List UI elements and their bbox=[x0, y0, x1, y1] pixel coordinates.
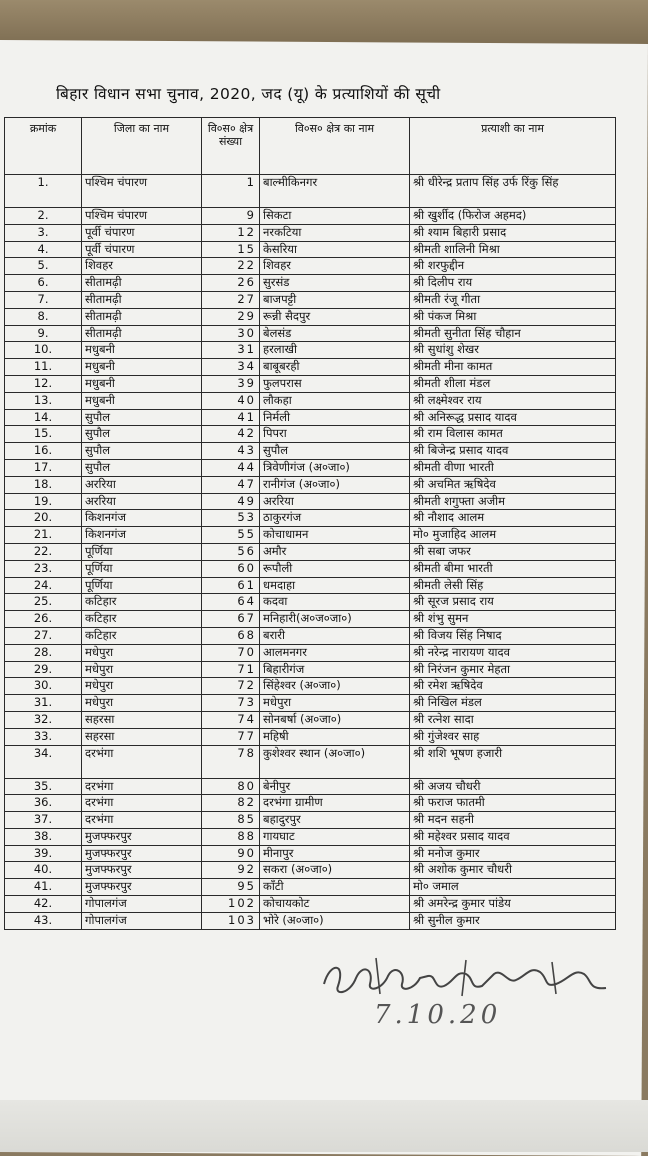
district-cell: गोपालगंज bbox=[82, 896, 202, 913]
table-row bbox=[5, 795, 616, 812]
table-row bbox=[5, 695, 616, 712]
district-cell: पूर्णिया bbox=[82, 577, 202, 594]
constituency-no-cell: 26 bbox=[202, 275, 260, 292]
constituency-cell: रानीगंज (अ०जा०) bbox=[260, 476, 410, 493]
serial-cell: 24. bbox=[5, 577, 82, 594]
table-row bbox=[5, 224, 616, 241]
constituency-no-cell: 80 bbox=[202, 778, 260, 795]
constituency-cell: काँटी bbox=[260, 879, 410, 896]
constituency-cell: लौकहा bbox=[260, 392, 410, 409]
table-row bbox=[5, 711, 616, 728]
constituency-cell: महिषी bbox=[260, 728, 410, 745]
candidate-cell: श्री सबा जफर bbox=[410, 543, 616, 560]
table-row bbox=[5, 879, 616, 896]
constituency-no-cell: 1 bbox=[202, 175, 260, 208]
serial-cell: 6. bbox=[5, 275, 82, 292]
candidate-cell: श्री निखिल मंडल bbox=[410, 695, 616, 712]
serial-cell: 42. bbox=[5, 896, 82, 913]
constituency-no-cell: 68 bbox=[202, 627, 260, 644]
constituency-cell: मधेपुरा bbox=[260, 695, 410, 712]
table-row bbox=[5, 912, 616, 929]
candidate-cell: श्री विजय सिंह निषाद bbox=[410, 627, 616, 644]
constituency-no-cell: 64 bbox=[202, 594, 260, 611]
constituency-no-cell: 53 bbox=[202, 510, 260, 527]
candidate-cell: मो० मुजाहिद आलम bbox=[410, 527, 616, 544]
serial-cell: 20. bbox=[5, 510, 82, 527]
constituency-no-cell: 72 bbox=[202, 678, 260, 695]
serial-cell: 9. bbox=[5, 325, 82, 342]
constituency-cell: दरभंगा ग्रामीण bbox=[260, 795, 410, 812]
table-row bbox=[5, 611, 616, 628]
candidate-cell: श्रीमती वीणा भारती bbox=[410, 459, 616, 476]
header-constituency: वि०स० क्षेत्र का नाम bbox=[260, 118, 410, 175]
table-row bbox=[5, 342, 616, 359]
constituency-no-cell: 95 bbox=[202, 879, 260, 896]
constituency-no-cell: 41 bbox=[202, 409, 260, 426]
table-row bbox=[5, 560, 616, 577]
constituency-cell: मनिहारी(अ०ज०जा०) bbox=[260, 611, 410, 628]
table-row bbox=[5, 459, 616, 476]
constituency-cell: सुपौल bbox=[260, 443, 410, 460]
constituency-cell: सुरसंड bbox=[260, 275, 410, 292]
district-cell: मुजफ्फरपुर bbox=[82, 862, 202, 879]
serial-cell: 19. bbox=[5, 493, 82, 510]
constituency-no-cell: 43 bbox=[202, 443, 260, 460]
candidate-cell: श्रीमती सुनीता सिंह चौहान bbox=[410, 325, 616, 342]
district-cell: मधेपुरा bbox=[82, 695, 202, 712]
serial-cell: 38. bbox=[5, 828, 82, 845]
serial-cell: 12. bbox=[5, 375, 82, 392]
district-cell: मधुबनी bbox=[82, 342, 202, 359]
candidate-cell: श्री बिजेन्द्र प्रसाद यादव bbox=[410, 443, 616, 460]
table-row bbox=[5, 778, 616, 795]
table-row bbox=[5, 845, 616, 862]
constituency-no-cell: 15 bbox=[202, 241, 260, 258]
candidate-cell: श्री अमरेन्द्र कुमार पांडेय bbox=[410, 896, 616, 913]
table-row bbox=[5, 493, 616, 510]
serial-cell: 1. bbox=[5, 175, 82, 208]
constituency-no-cell: 60 bbox=[202, 560, 260, 577]
constituency-no-cell: 103 bbox=[202, 912, 260, 929]
table-row bbox=[5, 661, 616, 678]
district-cell: मुजफ्फरपुर bbox=[82, 879, 202, 896]
signature-date: 7.10.20 bbox=[374, 1000, 502, 1030]
constituency-cell: बेनीपुर bbox=[260, 778, 410, 795]
constituency-cell: कुशेश्वर स्थान (अ०जा०) bbox=[260, 745, 410, 778]
candidate-cell: श्री सूरज प्रसाद राय bbox=[410, 594, 616, 611]
serial-cell: 16. bbox=[5, 443, 82, 460]
candidate-cell: श्री निरंजन कुमार मेहता bbox=[410, 661, 616, 678]
district-cell: सीतामढ़ी bbox=[82, 291, 202, 308]
district-cell: सीतामढ़ी bbox=[82, 308, 202, 325]
candidate-cell: मो० जमाल bbox=[410, 879, 616, 896]
table-row bbox=[5, 812, 616, 829]
district-cell: मधुबनी bbox=[82, 359, 202, 376]
serial-cell: 21. bbox=[5, 527, 82, 544]
constituency-no-cell: 56 bbox=[202, 543, 260, 560]
candidate-cell: श्री श्याम बिहारी प्रसाद bbox=[410, 224, 616, 241]
candidate-cell: श्रीमती शगुफ्ता अजीम bbox=[410, 493, 616, 510]
district-cell: मधेपुरा bbox=[82, 644, 202, 661]
table-row bbox=[5, 426, 616, 443]
constituency-no-cell: 73 bbox=[202, 695, 260, 712]
constituency-cell: बरारी bbox=[260, 627, 410, 644]
serial-cell: 26. bbox=[5, 611, 82, 628]
table-row bbox=[5, 443, 616, 460]
table-row bbox=[5, 577, 616, 594]
serial-cell: 14. bbox=[5, 409, 82, 426]
constituency-cell: सिंहेश्वर (अ०जा०) bbox=[260, 678, 410, 695]
serial-cell: 31. bbox=[5, 695, 82, 712]
district-cell: दरभंगा bbox=[82, 795, 202, 812]
district-cell: मधेपुरा bbox=[82, 678, 202, 695]
table-row bbox=[5, 862, 616, 879]
constituency-cell: बिहारीगंज bbox=[260, 661, 410, 678]
table-row bbox=[5, 476, 616, 493]
table-row bbox=[5, 678, 616, 695]
constituency-cell: निर्मली bbox=[260, 409, 410, 426]
candidate-cell: श्रीमती लेसी सिंह bbox=[410, 577, 616, 594]
background-surface bbox=[0, 0, 648, 46]
constituency-cell: बाजपट्टी bbox=[260, 291, 410, 308]
serial-cell: 3. bbox=[5, 224, 82, 241]
serial-cell: 29. bbox=[5, 661, 82, 678]
constituency-no-cell: 55 bbox=[202, 527, 260, 544]
district-cell: सहरसा bbox=[82, 728, 202, 745]
candidate-cell: श्री सुधांशु शेखर bbox=[410, 342, 616, 359]
candidate-cell: श्रीमती शालिनी मिश्रा bbox=[410, 241, 616, 258]
table-row bbox=[5, 409, 616, 426]
constituency-no-cell: 39 bbox=[202, 375, 260, 392]
constituency-cell: फुलपरास bbox=[260, 375, 410, 392]
constituency-no-cell: 44 bbox=[202, 459, 260, 476]
constituency-cell: मीनापुर bbox=[260, 845, 410, 862]
serial-cell: 4. bbox=[5, 241, 82, 258]
district-cell: पूर्णिया bbox=[82, 560, 202, 577]
serial-cell: 13. bbox=[5, 392, 82, 409]
district-cell: मुजफ्फरपुर bbox=[82, 845, 202, 862]
district-cell: सुपौल bbox=[82, 443, 202, 460]
constituency-cell: भोरे (अ०जा०) bbox=[260, 912, 410, 929]
constituency-cell: रूपौली bbox=[260, 560, 410, 577]
district-cell: पश्चिम चंपारण bbox=[82, 175, 202, 208]
constituency-no-cell: 90 bbox=[202, 845, 260, 862]
candidate-cell: श्री शशि भूषण हजारी bbox=[410, 745, 616, 778]
constituency-cell: आलमनगर bbox=[260, 644, 410, 661]
candidate-cell: श्री नौशाद आलम bbox=[410, 510, 616, 527]
constituency-no-cell: 27 bbox=[202, 291, 260, 308]
district-cell: सुपौल bbox=[82, 459, 202, 476]
constituency-no-cell: 49 bbox=[202, 493, 260, 510]
header-district: जिला का नाम bbox=[82, 118, 202, 175]
district-cell: दरभंगा bbox=[82, 745, 202, 778]
constituency-cell: कोचाधामन bbox=[260, 527, 410, 544]
table-row bbox=[5, 375, 616, 392]
serial-cell: 34. bbox=[5, 745, 82, 778]
candidate-cell: श्री पंकज मिश्रा bbox=[410, 308, 616, 325]
table-row bbox=[5, 896, 616, 913]
serial-cell: 40. bbox=[5, 862, 82, 879]
constituency-no-cell: 42 bbox=[202, 426, 260, 443]
constituency-cell: हरलाखी bbox=[260, 342, 410, 359]
table-row bbox=[5, 594, 616, 611]
serial-cell: 17. bbox=[5, 459, 82, 476]
serial-cell: 7. bbox=[5, 291, 82, 308]
serial-cell: 8. bbox=[5, 308, 82, 325]
table-row bbox=[5, 627, 616, 644]
table-row bbox=[5, 275, 616, 292]
constituency-no-cell: 102 bbox=[202, 896, 260, 913]
constituency-no-cell: 70 bbox=[202, 644, 260, 661]
district-cell: पश्चिम चंपारण bbox=[82, 208, 202, 225]
constituency-no-cell: 30 bbox=[202, 325, 260, 342]
candidate-cell: श्री रमेश ऋषिदेव bbox=[410, 678, 616, 695]
candidate-cell: श्री अचमित ऋषिदेव bbox=[410, 476, 616, 493]
constituency-no-cell: 29 bbox=[202, 308, 260, 325]
constituency-no-cell: 9 bbox=[202, 208, 260, 225]
table-row bbox=[5, 644, 616, 661]
candidate-cell: श्री फराज फातमी bbox=[410, 795, 616, 812]
candidate-cell: श्रीमती मीना कामत bbox=[410, 359, 616, 376]
table-row bbox=[5, 325, 616, 342]
constituency-no-cell: 34 bbox=[202, 359, 260, 376]
constituency-cell: रून्नी सैदपुर bbox=[260, 308, 410, 325]
candidate-cell: श्री अनिरूद्ध प्रसाद यादव bbox=[410, 409, 616, 426]
constituency-no-cell: 85 bbox=[202, 812, 260, 829]
candidate-cell: श्री गुंजेश्वर साह bbox=[410, 728, 616, 745]
constituency-cell: बाल्मीकिनगर bbox=[260, 175, 410, 208]
candidate-cell: श्री सुनील कुमार bbox=[410, 912, 616, 929]
district-cell: सुपौल bbox=[82, 426, 202, 443]
district-cell: शिवहर bbox=[82, 258, 202, 275]
constituency-cell: अमौर bbox=[260, 543, 410, 560]
district-cell: कटिहार bbox=[82, 611, 202, 628]
district-cell: दरभंगा bbox=[82, 778, 202, 795]
serial-cell: 27. bbox=[5, 627, 82, 644]
constituency-cell: कदवा bbox=[260, 594, 410, 611]
serial-cell: 32. bbox=[5, 711, 82, 728]
district-cell: किशनगंज bbox=[82, 527, 202, 544]
constituency-cell: नरकटिया bbox=[260, 224, 410, 241]
serial-cell: 22. bbox=[5, 543, 82, 560]
constituency-cell: अररिया bbox=[260, 493, 410, 510]
candidate-cell: श्री अजय चौधरी bbox=[410, 778, 616, 795]
serial-cell: 36. bbox=[5, 795, 82, 812]
serial-cell: 39. bbox=[5, 845, 82, 862]
serial-cell: 30. bbox=[5, 678, 82, 695]
candidate-cell: श्री खुर्शीद (फिरोज अहमद) bbox=[410, 208, 616, 225]
constituency-cell: त्रिवेणीगंज (अ०जा०) bbox=[260, 459, 410, 476]
constituency-cell: गायघाट bbox=[260, 828, 410, 845]
candidate-cell: श्री अशोक कुमार चौधरी bbox=[410, 862, 616, 879]
district-cell: अररिया bbox=[82, 476, 202, 493]
candidate-cell: श्री दिलीप राय bbox=[410, 275, 616, 292]
candidate-cell: श्री महेश्वर प्रसाद यादव bbox=[410, 828, 616, 845]
table-row bbox=[5, 359, 616, 376]
constituency-cell: शिवहर bbox=[260, 258, 410, 275]
serial-cell: 28. bbox=[5, 644, 82, 661]
constituency-no-cell: 78 bbox=[202, 745, 260, 778]
constituency-cell: ठाकुरगंज bbox=[260, 510, 410, 527]
district-cell: सीतामढ़ी bbox=[82, 275, 202, 292]
table-header-row bbox=[5, 118, 616, 175]
serial-cell: 23. bbox=[5, 560, 82, 577]
constituency-cell: सकरा (अ०जा०) bbox=[260, 862, 410, 879]
serial-cell: 5. bbox=[5, 258, 82, 275]
candidate-cell: श्री धीरेन्द्र प्रताप सिंह उर्फ रिंकु सिंह bbox=[410, 175, 616, 208]
header-serial: क्रमांक bbox=[5, 118, 82, 175]
table-row bbox=[5, 175, 616, 208]
constituency-no-cell: 71 bbox=[202, 661, 260, 678]
candidate-cell: श्रीमती बीमा भारती bbox=[410, 560, 616, 577]
table-row bbox=[5, 527, 616, 544]
table-row bbox=[5, 258, 616, 275]
constituency-cell: बेलसंड bbox=[260, 325, 410, 342]
district-cell: पूर्वी चंपारण bbox=[82, 224, 202, 241]
serial-cell: 35. bbox=[5, 778, 82, 795]
constituency-no-cell: 61 bbox=[202, 577, 260, 594]
candidate-cell: श्री रत्नेश सादा bbox=[410, 711, 616, 728]
candidate-cell: श्री मदन सहनी bbox=[410, 812, 616, 829]
district-cell: मधेपुरा bbox=[82, 661, 202, 678]
district-cell: किशनगंज bbox=[82, 510, 202, 527]
district-cell: दरभंगा bbox=[82, 812, 202, 829]
constituency-cell: सोनबर्षा (अ०जा०) bbox=[260, 711, 410, 728]
constituency-cell: कोचायकोट bbox=[260, 896, 410, 913]
serial-cell: 43. bbox=[5, 912, 82, 929]
district-cell: सुपौल bbox=[82, 409, 202, 426]
candidate-cell: श्रीमती शीला मंडल bbox=[410, 375, 616, 392]
constituency-cell: सिकटा bbox=[260, 208, 410, 225]
table-row bbox=[5, 392, 616, 409]
district-cell: पूर्वी चंपारण bbox=[82, 241, 202, 258]
table-row bbox=[5, 510, 616, 527]
serial-cell: 33. bbox=[5, 728, 82, 745]
document-title: बिहार विधान सभा चुनाव, 2020, जद (यू) के प्रत्याशियों की सूची bbox=[56, 85, 441, 103]
constituency-cell: पिपरा bbox=[260, 426, 410, 443]
table-row bbox=[5, 828, 616, 845]
serial-cell: 25. bbox=[5, 594, 82, 611]
candidate-cell: श्री लक्ष्मेश्वर राय bbox=[410, 392, 616, 409]
table-row bbox=[5, 728, 616, 745]
table-row bbox=[5, 745, 616, 778]
candidate-cell: श्री राम विलास कामत bbox=[410, 426, 616, 443]
constituency-no-cell: 74 bbox=[202, 711, 260, 728]
district-cell: अररिया bbox=[82, 493, 202, 510]
serial-cell: 18. bbox=[5, 476, 82, 493]
district-cell: गोपालगंज bbox=[82, 912, 202, 929]
candidate-cell: श्रीमती रंजू गीता bbox=[410, 291, 616, 308]
district-cell: सहरसा bbox=[82, 711, 202, 728]
table-row bbox=[5, 208, 616, 225]
table-row bbox=[5, 543, 616, 560]
candidate-cell: श्री मनोज कुमार bbox=[410, 845, 616, 862]
candidate-cell: श्री शरफुद्दीन bbox=[410, 258, 616, 275]
constituency-no-cell: 31 bbox=[202, 342, 260, 359]
constituency-no-cell: 67 bbox=[202, 611, 260, 628]
candidate-table bbox=[4, 117, 616, 930]
constituency-no-cell: 22 bbox=[202, 258, 260, 275]
district-cell: मधुबनी bbox=[82, 392, 202, 409]
table-row bbox=[5, 291, 616, 308]
constituency-no-cell: 82 bbox=[202, 795, 260, 812]
district-cell: सीतामढ़ी bbox=[82, 325, 202, 342]
constituency-cell: धमदाहा bbox=[260, 577, 410, 594]
header-candidate: प्रत्याशी का नाम bbox=[410, 118, 616, 175]
district-cell: मुजफ्फरपुर bbox=[82, 828, 202, 845]
district-cell: पूर्णिया bbox=[82, 543, 202, 560]
serial-cell: 15. bbox=[5, 426, 82, 443]
constituency-no-cell: 40 bbox=[202, 392, 260, 409]
header-constituency-no: वि०स० क्षेत्र संख्या bbox=[202, 118, 260, 175]
constituency-no-cell: 47 bbox=[202, 476, 260, 493]
table-row bbox=[5, 241, 616, 258]
serial-cell: 41. bbox=[5, 879, 82, 896]
constituency-cell: बहादुरपुर bbox=[260, 812, 410, 829]
constituency-no-cell: 12 bbox=[202, 224, 260, 241]
table-row bbox=[5, 308, 616, 325]
candidate-cell: श्री शंभु सुमन bbox=[410, 611, 616, 628]
constituency-no-cell: 92 bbox=[202, 862, 260, 879]
serial-cell: 37. bbox=[5, 812, 82, 829]
serial-cell: 10. bbox=[5, 342, 82, 359]
district-cell: कटिहार bbox=[82, 594, 202, 611]
candidate-cell: श्री नरेन्द्र नारायण यादव bbox=[410, 644, 616, 661]
serial-cell: 11. bbox=[5, 359, 82, 376]
serial-cell: 2. bbox=[5, 208, 82, 225]
constituency-cell: केसरिया bbox=[260, 241, 410, 258]
constituency-no-cell: 88 bbox=[202, 828, 260, 845]
district-cell: मधुबनी bbox=[82, 375, 202, 392]
constituency-cell: बाबूबरही bbox=[260, 359, 410, 376]
constituency-no-cell: 77 bbox=[202, 728, 260, 745]
page-bottom-shadow bbox=[0, 1100, 648, 1152]
district-cell: कटिहार bbox=[82, 627, 202, 644]
